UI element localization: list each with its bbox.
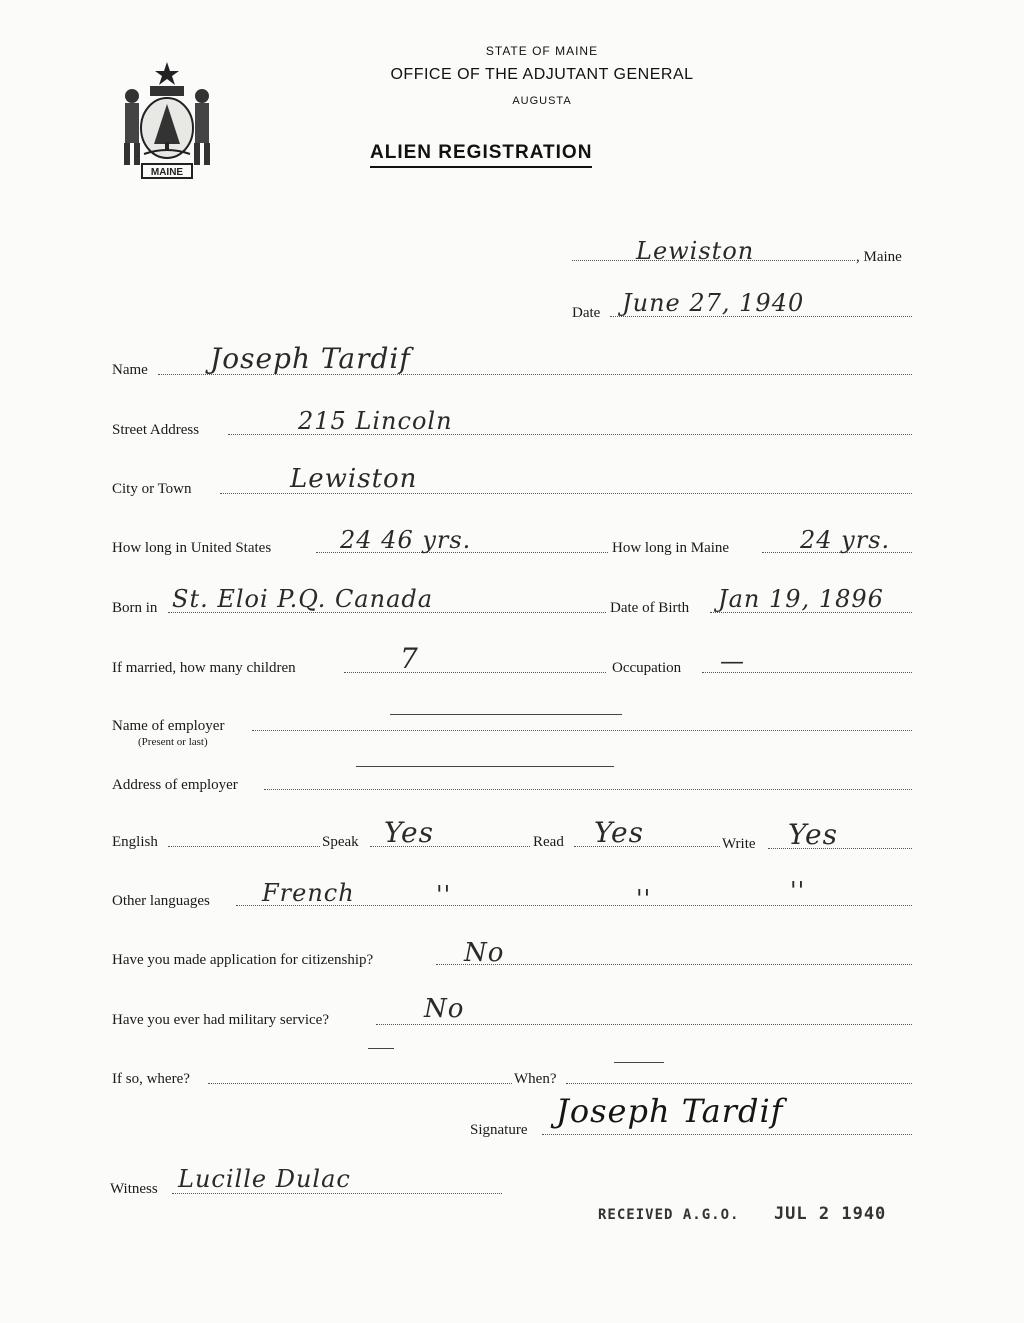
svg-text:MAINE: MAINE [150, 167, 184, 178]
state-heading: STATE OF MAINE [485, 44, 599, 58]
other-write-value: '' [790, 877, 806, 905]
english-label: English [112, 834, 158, 850]
city-value: Lewiston [290, 464, 418, 494]
citizenship-label: Have you made application for citizenship? [112, 952, 374, 968]
citizenship-line [436, 964, 912, 965]
employer-address-label: Address of employer [112, 777, 238, 793]
military-line [376, 1024, 912, 1025]
where-line [208, 1083, 512, 1084]
received-stamp-date: JUL 2 1940 [773, 1204, 887, 1224]
children-value: 7 [400, 642, 419, 675]
us-duration-value: 24 46 yrs. [340, 526, 472, 554]
received-stamp [598, 1204, 886, 1224]
employer-dash [390, 714, 622, 715]
date-label: Date [572, 305, 601, 321]
occupation-value: — [720, 647, 745, 675]
town-value: Lewiston [636, 237, 755, 265]
employer-address-dash [356, 766, 614, 767]
maine-duration-label: How long in Maine [612, 540, 730, 556]
name-label: Name [112, 362, 148, 378]
children-label: If married, how many children [112, 660, 296, 676]
read-value: Yes [594, 816, 644, 849]
name-value: Joseph Tardif [210, 342, 411, 375]
other-read-value: '' [636, 885, 652, 913]
date-value: June 27, 1940 [622, 289, 805, 317]
dob-value: Jan 19, 1896 [718, 585, 884, 613]
citizenship-value: No [464, 938, 505, 968]
maine-duration-value: 24 yrs. [800, 526, 891, 554]
military-label: Have you ever had military service? [112, 1012, 329, 1028]
city-heading: AUGUSTA [512, 95, 572, 107]
when-label: When? [514, 1071, 557, 1087]
us-duration-label: How long in United States [112, 540, 272, 556]
speak-label: Speak [322, 834, 359, 850]
employer-label: Name of employer [112, 718, 225, 734]
english-line [168, 846, 320, 847]
other-languages-label: Other languages [112, 893, 210, 909]
signature-label: Signature [470, 1122, 528, 1138]
signature-value: Joseph Tardif [556, 1092, 784, 1130]
military-dash [368, 1048, 394, 1049]
street-label: Street Address [112, 422, 200, 438]
dob-label: Date of Birth [610, 600, 690, 616]
born-value: St. Eloi P.Q. Canada [172, 585, 434, 613]
office-heading: OFFICE OF THE ADJUTANT GENERAL [390, 66, 694, 83]
street-value: 215 Lincoln [298, 407, 453, 435]
witness-label: Witness [110, 1181, 158, 1197]
when-dash [614, 1062, 664, 1063]
witness-value: Lucille Dulac [178, 1165, 351, 1193]
other-speak-value: '' [436, 881, 452, 909]
military-value: No [424, 994, 465, 1024]
received-stamp-text: RECEIVED A.G.O. [598, 1207, 740, 1223]
occupation-label: Occupation [612, 660, 682, 676]
employer-line [252, 730, 912, 731]
employer-sublabel: (Present or last) [138, 736, 208, 748]
write-value: Yes [788, 818, 838, 851]
city-label: City or Town [112, 481, 192, 497]
witness-line [172, 1193, 502, 1194]
other-languages-value: French [262, 879, 355, 907]
maine-suffix-label: , Maine [856, 249, 902, 265]
born-label: Born in [112, 600, 158, 616]
write-label: Write [722, 836, 756, 852]
children-line [344, 672, 606, 673]
speak-value: Yes [384, 816, 434, 849]
form-title: ALIEN REGISTRATION [370, 142, 592, 168]
read-label: Read [533, 834, 564, 850]
where-label: If so, where? [112, 1071, 190, 1087]
signature-line [542, 1134, 912, 1135]
when-line [566, 1083, 912, 1084]
employer-address-line [264, 789, 912, 790]
